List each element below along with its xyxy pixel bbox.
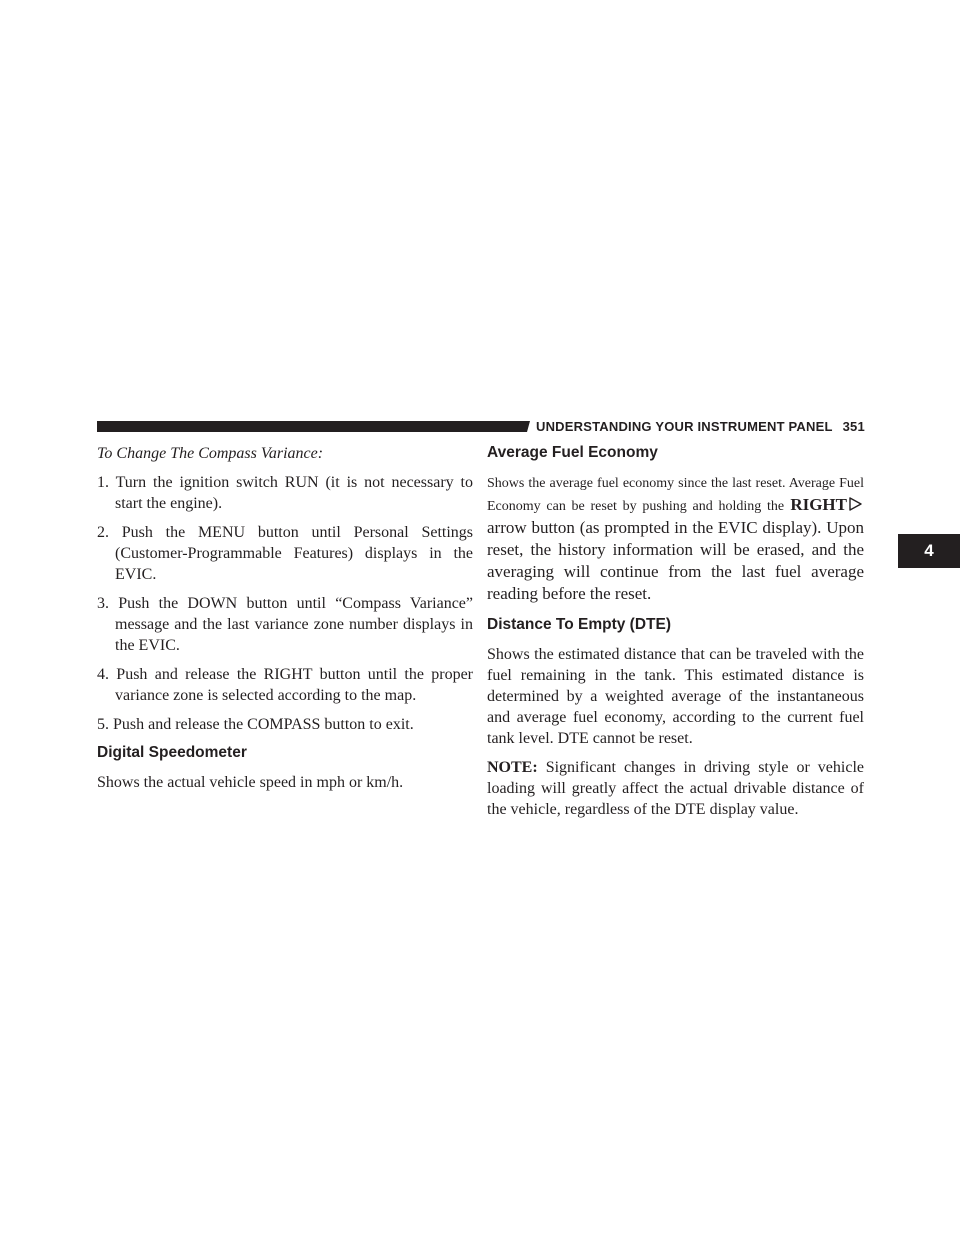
page-number: 351	[842, 419, 865, 434]
procedure-steps	[97, 472, 473, 735]
left-column	[97, 443, 473, 801]
running-header	[536, 419, 865, 434]
note-label: NOTE:	[487, 759, 538, 776]
right-label: RIGHT	[790, 495, 847, 514]
step-3: 3. Push the DOWN button until “Compass Variance” message and the last variance zone number displays in the EVIC.	[97, 595, 473, 654]
step-5: 5. Push and release the COMPASS button to exit.	[97, 716, 414, 733]
dte-heading: Distance To Empty (DTE)	[487, 616, 672, 633]
note-text: Significant changes in driving style or vehicle loading will greatly affect the actual drivable distance of the vehicle, regardless of the DTE display value.	[487, 759, 864, 818]
dte-text: Shows the estimated distance that can be traveled with the fuel remaining in the tank. This estimated distance is determined by a weighted average of the instantaneous and average fuel economy, according to the current fuel tank level. DTE cannot be reset.	[487, 646, 864, 747]
chapter-tab: 4	[898, 534, 960, 568]
note-paragraph	[487, 757, 864, 820]
avg-fuel-heading: Average Fuel Economy	[487, 444, 658, 461]
right-arrow-icon	[848, 497, 862, 511]
procedure-title: To Change The Compass Variance:	[97, 445, 324, 462]
step-4: 4. Push and release the RIGHT button until the proper variance zone is selected according to the map.	[97, 666, 473, 704]
header-title: UNDERSTANDING YOUR INSTRUMENT PANEL	[536, 419, 833, 434]
step-2: 2. Push the MENU button until Personal Settings (Customer-Programmable Features) displays in the EVIC.	[97, 524, 473, 583]
right-column	[487, 443, 864, 828]
header-rule	[97, 421, 527, 432]
avg-fuel-text-part1: Shows the average fuel economy since the last reset. Average Fuel Economy can be reset by pushing and holding the	[487, 476, 864, 514]
speedometer-heading: Digital Speedometer	[97, 744, 247, 761]
avg-fuel-text-part2: arrow button (as prompted in the EVIC display). Upon reset, the history information will be erased, and the averaging will continue from the last fuel average reading before the reset.	[487, 518, 864, 603]
step-1: 1. Turn the ignition switch RUN (it is not necessary to start the engine).	[97, 474, 473, 512]
speedometer-text: Shows the actual vehicle speed in mph or km/h.	[97, 774, 404, 791]
avg-fuel-text	[487, 472, 864, 605]
